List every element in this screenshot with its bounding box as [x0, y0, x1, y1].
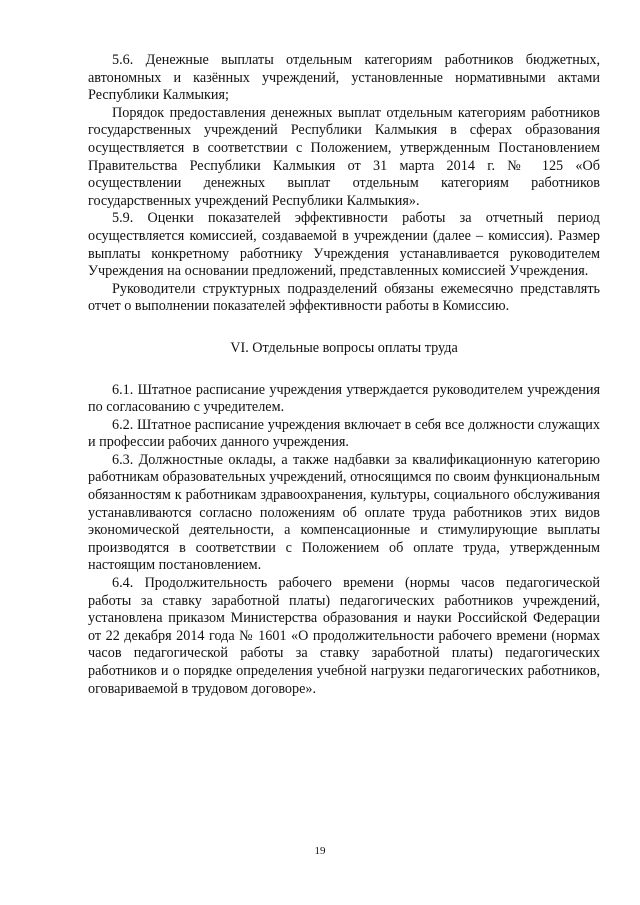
paragraph-6-4: 6.4. Продолжительность рабочего времени (нормы часов педагогической работы за ставку заработной платы) педагогических работников учреждений, установлена приказом Министерства образования и науки Российской Федерации от 22 декабря 2014 года № 1601 «О продолжительности рабочего времени (нормах часов педагогической работы за ставку заработной платы) педагогических работников и о порядке определения учебной нагрузки педагогических работников, оговариваемой в трудовом договоре». — [88, 575, 600, 697]
paragraph-department-heads: Руководители структурных подразделений обязаны ежемесячно представлять отчет о выполнении показателей эффективности работы в Комиссию. — [88, 280, 600, 315]
page-number: 19 — [314, 845, 326, 857]
paragraph-5-9: 5.9. Оценки показателей эффективности работы за отчетный период осуществляется комиссией, создаваемой в учреждении (далее – комиссия). Размер выплаты конкретному работнику Учреждения устанавливается руководителем Учреждения на основании предложений, представленных комиссией Учреждения. — [88, 210, 600, 280]
section-heading: VI. Отдельные вопросы оплаты труда — [230, 339, 458, 356]
paragraph-5-6: 5.6. Денежные выплаты отдельным категориям работников бюджетных, автономных и казённых учреждений, установленные нормативными актами Республики Калмыкия; — [88, 52, 600, 104]
document-body — [88, 52, 600, 698]
paragraph-payment-procedure: Порядок предоставления денежных выплат отдельным категориям работников государственных учреждений Республики Калмыкия в сферах образования осуществляется в соответствии с Положением, утвержденным Постановлением Правительства Республики Калмыкия от 31 марта 2014 г. № 125 «Об осуществлении денежных выплат отдельным категориям работников государственных учреждений Республики Калмыкия». — [88, 104, 600, 209]
paragraph-6-2: 6.2. Штатное расписание учреждения включает в себя все должности служащих и профессии рабочих данного учреждения. — [88, 416, 600, 451]
paragraph-6-3: 6.3. Должностные оклады, а также надбавки за квалификационную категорию работникам образовательных учреждений, относящимся по своим функциональным обязанностям к работникам здравоохранения, культуры, социального обслуживания устанавливаются согласно положениям об оплате труда работников этих видов экономической деятельности, а компенсационные и стимулирующие выплаты производятся в соответствии с Положением об оплате труда, утвержденным настоящим постановлением. — [88, 451, 600, 574]
paragraph-6-1: 6.1. Штатное расписание учреждения утверждается руководителем учреждения по согласованию с учредителем. — [88, 381, 600, 416]
